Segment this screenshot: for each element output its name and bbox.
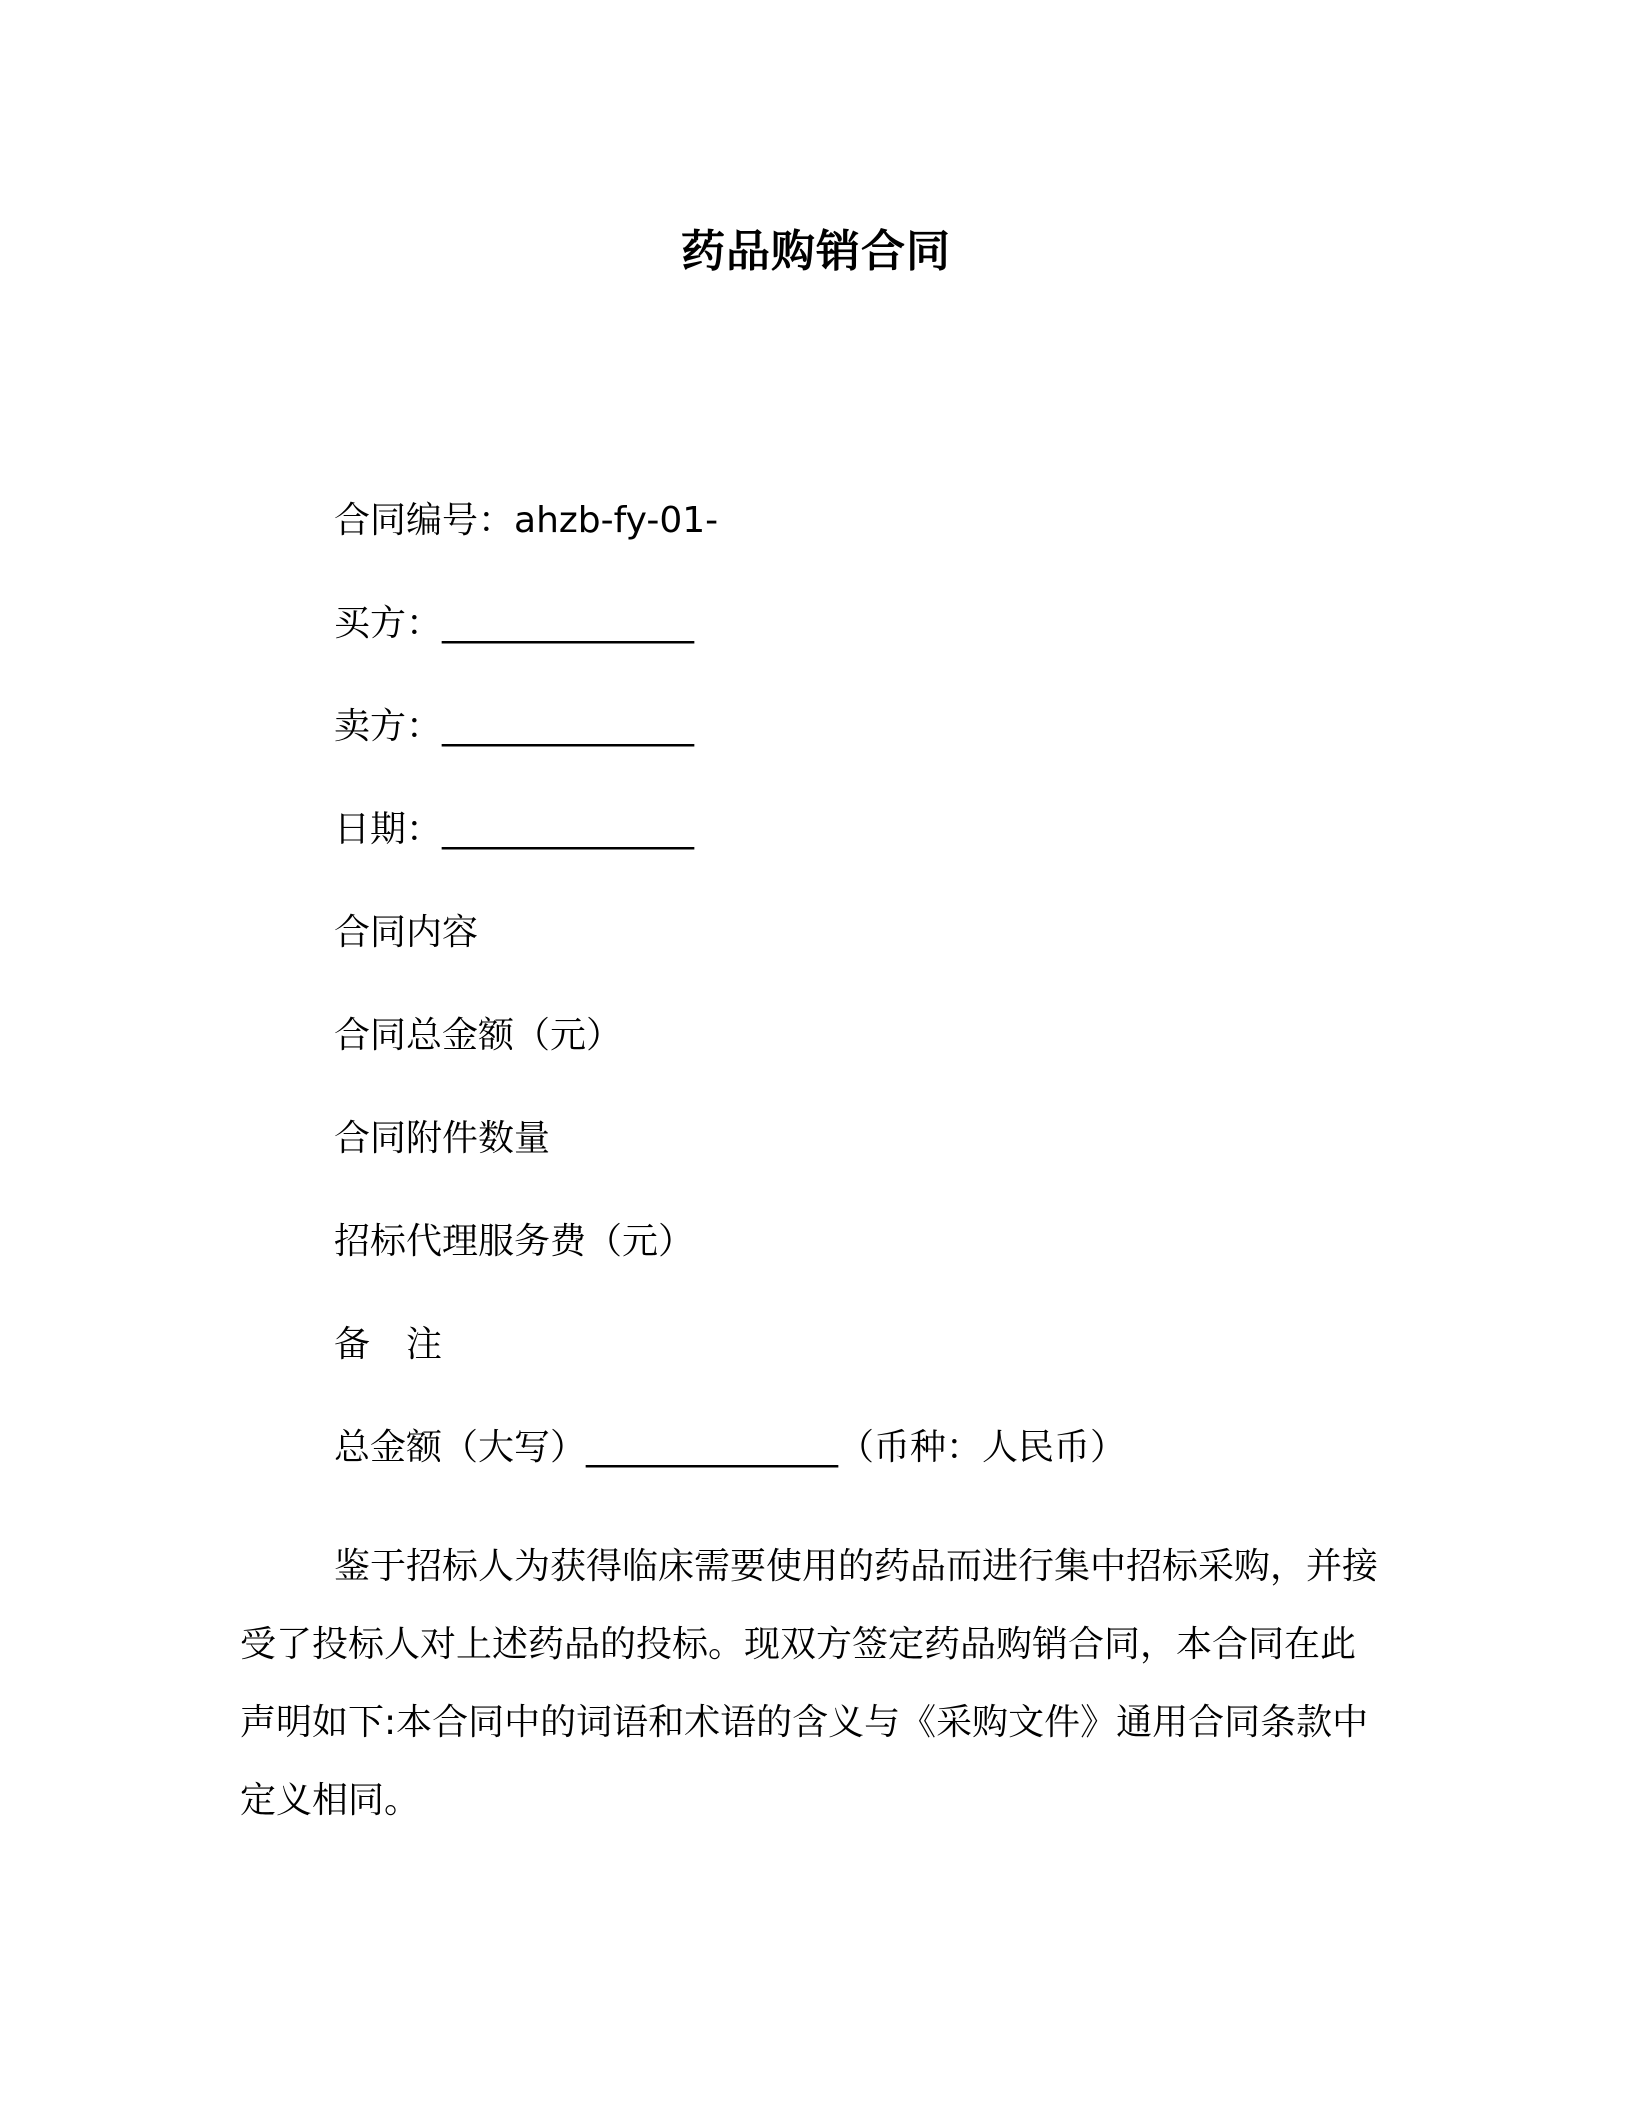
total-capital-label: 总金额（大写） bbox=[334, 1427, 587, 1468]
seller-blank: ______________ bbox=[442, 706, 695, 747]
contract-number-line bbox=[334, 496, 718, 546]
contract-number-value: ahzb-fy-01- bbox=[514, 500, 719, 541]
total-capital-blank: ______________ bbox=[586, 1427, 839, 1468]
total-amount-label: 合同总金额（元） bbox=[334, 1015, 623, 1056]
seller-label: 卖方： bbox=[334, 706, 443, 747]
date-line bbox=[334, 805, 694, 855]
date-blank: ______________ bbox=[442, 809, 695, 850]
document-title: 药品购销合同 bbox=[681, 226, 951, 277]
total-capital-line bbox=[334, 1423, 1126, 1473]
agency-fee-label: 招标代理服务费（元） bbox=[334, 1221, 695, 1262]
contract-content-label: 合同内容 bbox=[334, 912, 479, 953]
remarks-char-1: 备 bbox=[334, 1324, 371, 1365]
currency-note: （币种：人民币） bbox=[838, 1427, 1127, 1468]
remarks-char-2: 注 bbox=[406, 1324, 443, 1365]
remarks-label bbox=[334, 1320, 442, 1370]
buyer-blank: ______________ bbox=[442, 603, 695, 644]
buyer-label: 买方： bbox=[334, 603, 443, 644]
contract-number-label: 合同编号： bbox=[334, 500, 515, 541]
attachment-count-label: 合同附件数量 bbox=[334, 1118, 551, 1159]
buyer-line bbox=[334, 599, 694, 649]
seller-line bbox=[334, 702, 694, 752]
date-label: 日期： bbox=[334, 809, 443, 850]
body-paragraph: 鉴于招标人为获得临床需要使用的药品而进行集中招标采购，并接受了投标人对上述药品的投标。现双方签定药品购销合同，本合同在此声明如下:本合同中的词语和术语的含义与《采购文件》通用合同条款中定义相同。 bbox=[240, 1546, 1379, 1821]
